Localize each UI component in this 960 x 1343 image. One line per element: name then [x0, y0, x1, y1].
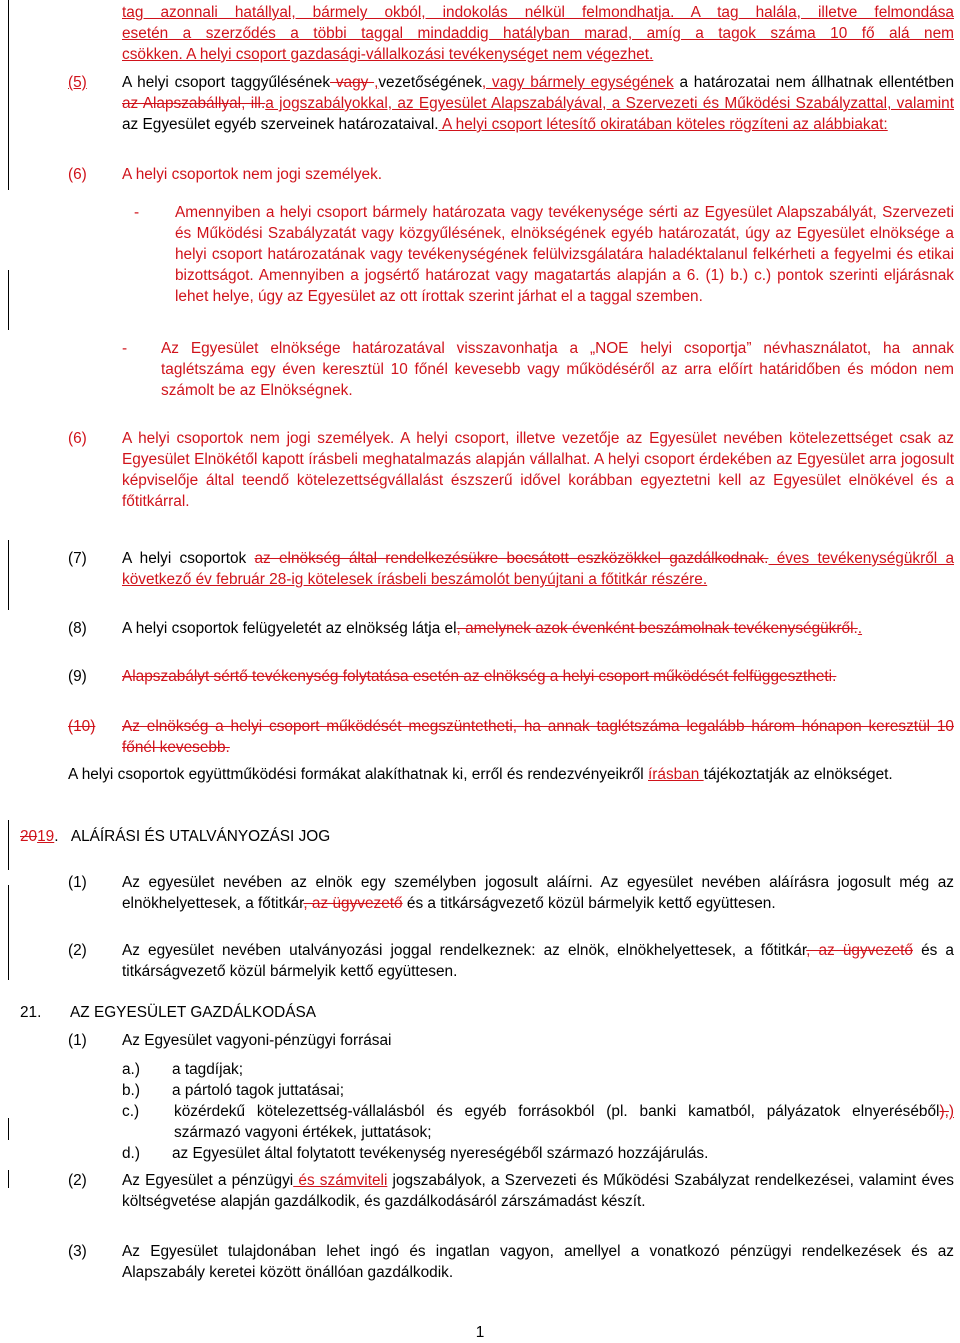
- inserted-text: ,: [374, 74, 379, 91]
- change-bar: [8, 1118, 9, 1140]
- list-text: a pártoló tagok juttatásai;: [172, 1082, 344, 1099]
- inserted-section-number: 19: [37, 828, 55, 845]
- paragraph-number: (5): [68, 74, 87, 91]
- deleted-text: , amelynek azok évenként beszámolnak tevékenységükről.: [456, 620, 858, 637]
- list-label: a.): [122, 1061, 140, 1078]
- list-label: c.): [122, 1103, 140, 1120]
- inserted-text: éves tevékenységükről a következő év február 28-ig kötelesek írásbeli beszámolót benyújtani a főtitkár részére.: [122, 550, 955, 588]
- section-number: 21.: [20, 1004, 42, 1021]
- text-run: A helyi csoportok együttműködési formákat alakíthatnak ki, erről és rendezvényeikről: [68, 766, 648, 783]
- paragraph-number: (6): [68, 430, 87, 447]
- paragraph-number: (3): [68, 1243, 87, 1260]
- change-bar: [8, 1170, 9, 1188]
- text-run: A helyi csoport taggyűlésének: [122, 74, 331, 91]
- closing-paragraph: [68, 764, 954, 785]
- inserted-text: és számviteli: [293, 1172, 388, 1189]
- inserted-text: ): [948, 1103, 954, 1120]
- paragraph-number: (10): [68, 718, 96, 735]
- list-text: [174, 1101, 954, 1143]
- text-run: jogszabályok, a Szervezeti és Működési Szabályzat rendelkezései, valamint éves költségvetése alapján gazdálkodik, és gazdálkodásáról zárszámadást készít.: [122, 1172, 954, 1210]
- inserted-text: .: [857, 620, 863, 637]
- paragraph-text: [122, 548, 954, 590]
- text-run: tájékoztatják az elnökséget.: [703, 766, 893, 783]
- inserted-text: A helyi csoport létesítő okiratában köteles rögzíteni az alábbiakat:: [438, 116, 888, 133]
- text-run: A helyi csoportok: [122, 550, 255, 567]
- top-line-3: csökken. A helyi csoport gazdasági-vállalkozási tevékenységet nem végezhet.: [122, 46, 654, 63]
- deleted-text: , az ügyvezető: [303, 895, 403, 912]
- paragraph-number: (9): [68, 668, 87, 685]
- change-bar: [8, 820, 9, 870]
- section-heading: [20, 826, 330, 847]
- text-run: Az egyesület nevében az elnök egy személyben jogosult aláírni. Az egyesület nevében aláírásra jogosult még az elnökhelyettesek, a főtitkár: [122, 874, 954, 912]
- text-run: A helyi csoportok felügyeletét az elnökség látja el: [122, 620, 457, 637]
- deleted-text: vagy: [330, 74, 375, 91]
- text-run: és a titkárságvezető közül bármelyik kettő együttesen.: [122, 942, 954, 980]
- paragraph-text: [122, 940, 954, 982]
- paragraph-text: Alapszabályt sértő tevékenység folytatása esetén az elnökség a helyi csoport működését felfüggesztheti.: [122, 668, 837, 685]
- paragraph-number: (2): [68, 1172, 87, 1189]
- top-line-2: esetén a szerződés a többi taggal mindaddig hatályban marad, amíg a tagok száma 10 fő alá nem: [122, 25, 954, 42]
- top-paragraph: [122, 2, 954, 65]
- inserted-text: a jogszabályokkal, az Egyesület Alapszabályával, a Szervezeti és Működési Szabályzattal, valamint: [265, 95, 954, 112]
- change-bar: [8, 540, 9, 610]
- text-run: az Egyesület egyéb szerveinek határozataival.: [122, 116, 439, 133]
- paragraph-number: (1): [68, 1032, 87, 1049]
- paragraph-text: A helyi csoportok nem jogi személyek. A helyi csoport, illetve vezetője az Egyesület nevében kötelezettséget csak az Egyesület Elnökétől kapott írásbeli meghatalmazás alapján vállalhat. A helyi csoport érdekében az Egyesület arra jogosult képviselője által teendő kötelezettségvállalást észszerű idővel korábban egyeztetni kell az Egyesület elnökével és a főtitkárral.: [122, 430, 954, 510]
- paragraph-number: (8): [68, 620, 87, 637]
- paragraph-text: A helyi csoportok nem jogi személyek.: [122, 166, 383, 183]
- paragraph-number: (1): [68, 874, 87, 891]
- paragraph-number: (7): [68, 550, 87, 567]
- paragraph-number: (2): [68, 942, 87, 959]
- text-run: vezetőségének: [378, 74, 482, 91]
- change-bar: [8, 270, 9, 330]
- paragraph-text: [122, 1170, 954, 1212]
- text-run: származó vagyoni értékek, juttatások;: [174, 1124, 432, 1141]
- page-number: 1: [475, 1324, 485, 1341]
- paragraph-text: [122, 618, 954, 639]
- text-run: és a titkárságvezető közül bármelyik kettő együttesen.: [402, 895, 776, 912]
- deleted-text: az Alapszabállyal, ill.: [122, 95, 266, 112]
- bullet-text: Amennyiben a helyi csoport bármely határozata vagy tevékenysége sérti az Egyesület Alapszabályát, Szervezeti és Működési Szabályzatát vagy közgyűlésének, elnökségének egyéb határozatát, úgy az Egyesület elnöksége a helyi csoport határozatának vagy tevékenységének felülvizsgálatára haladéktalanul felkérheti a fegyelmi és etikai bizottságot. Amennyiben a jogsértő határozat vagy magatartás alapján a 6. (1) b.) c.) pontok szerinti eljárásnak lehet helye, úgy az Egyesület az ott írottak szerint járhat el a taggal szemben.: [175, 204, 954, 305]
- text-run: Az Egyesület a pénzügyi: [122, 1172, 294, 1189]
- bullet-dash: -: [122, 340, 128, 357]
- text-run: közérdekű kötelezettség-vállalásból és egyéb forrásokból (pl. banki kamatból, pályázatok elnyeréséből: [174, 1103, 940, 1120]
- paragraph-text: Az Egyesület vagyoni-pénzügyi forrásai: [122, 1032, 392, 1049]
- change-bar: [8, 885, 9, 980]
- bullet-text: Az Egyesület elnöksége határozatával visszavonhatja a „NOE helyi csoportja” névhasználatot, ha annak taglétszáma egy éven keresztül 10 főnél kevesebb vagy működéséről az arra előírt határidőben és módon nem számolt be az Elnökségnek.: [161, 340, 954, 399]
- list-text: a tagdíjak;: [172, 1061, 244, 1078]
- list-label: b.): [122, 1082, 140, 1099]
- deleted-text: az elnökség által rendelkezésükre bocsátott eszközökkel gazdálkodnak.: [254, 550, 769, 567]
- paragraph-text: Az elnökség a helyi csoport működését megszüntetheti, ha annak taglétszáma legalább három hónapon keresztül 10 főnél kevesebb.: [122, 718, 954, 756]
- section-title: AZ EGYESÜLET GAZDÁLKODÁSA: [70, 1004, 317, 1021]
- section-heading: [20, 1002, 317, 1023]
- deleted-text: , az ügyvezető: [806, 942, 913, 959]
- paragraph-text: [122, 72, 954, 135]
- deleted-text: ),: [939, 1103, 949, 1120]
- closing-text: [68, 764, 954, 785]
- bullet-dash: -: [134, 204, 140, 221]
- top-line-1: tag azonnali hatállyal, bármely okból, indokolás nélkül felmondhatja. A tag halála, illetve felmondása: [122, 4, 954, 21]
- paragraph-text: [122, 872, 954, 914]
- list-label: d.): [122, 1145, 140, 1162]
- paragraph-number: (6): [68, 166, 87, 183]
- change-bar: [8, 110, 9, 190]
- text-run: Az egyesület nevében utalványozási joggal rendelkeznek: az elnök, elnökhelyettesek, a főtitkár: [122, 942, 807, 959]
- inserted-text: , vagy bármely egységének: [481, 74, 674, 91]
- paragraph-text: Az Egyesület tulajdonában lehet ingó és ingatlan vagyon, amellyel a vonatkozó pénzügyi rendelkezések és az Alapszabály keretei között önállóan gazdálkodik.: [122, 1243, 954, 1281]
- deleted-section-number: 20: [20, 828, 38, 845]
- inserted-text: írásban: [648, 766, 704, 783]
- section-dot: .: [54, 828, 59, 845]
- text-run: a határozatai nem állhatnak ellentétben: [673, 74, 955, 91]
- list-text: az Egyesület által folytatott tevékenység nyereségéből származó hozzájárulás.: [172, 1145, 709, 1162]
- change-bar: [8, 70, 9, 112]
- section-title: ALÁÍRÁSI ÉS UTALVÁNYOZÁSI JOG: [70, 828, 331, 845]
